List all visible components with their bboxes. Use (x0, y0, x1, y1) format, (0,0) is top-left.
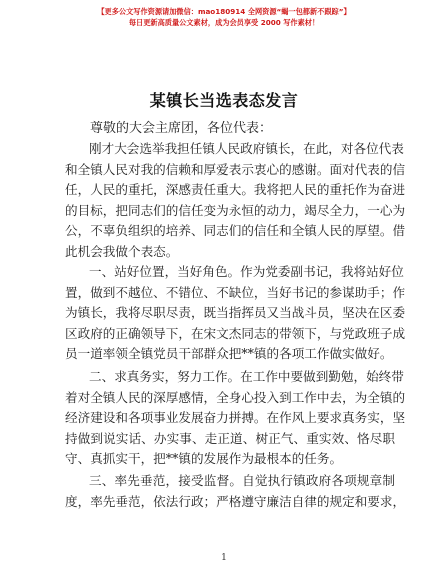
paragraph-line: 着对全镇人民的深厚感情，全身心投入到工作中去，为全镇的 (65, 389, 406, 405)
paragraph-line: 任，人民的重托，深感责任重大。我将把人民的重托作为奋进 (65, 182, 406, 197)
promo-banner-line-1: 【更多公文写作资源请加微信：mao180914 全网资源“蝎一包都新不跟踪”】 (97, 7, 351, 16)
paragraph-line: 区政府的正确领导下，在宋文杰同志的带领下，与党政班子成 (65, 325, 406, 341)
paragraph-line: 此机会我做个表态。 (65, 243, 179, 259)
paragraph-line: 经济建设和各项事业发展奋力拼搏。在作风上要求真务实，坚 (65, 410, 406, 425)
paragraph-line: 度，率先垂范，依法行政；严格遵守廉洁自律的规定和要求， (65, 493, 406, 509)
paragraph-line: 和全镇人民对我的信赖和厚爱表示衷心的感谢。面对代表的信 (65, 161, 406, 177)
paragraph-line: 三、率先垂范，接受监督。自觉执行镇政府各项规章制 (89, 473, 395, 488)
paragraph-4 (65, 471, 406, 512)
promo-banner-line-2: 每日更新高质量公文素材，成为会员享受 2000 写作素材！ (128, 18, 320, 27)
paragraph-line: 员一道率领全镇党员干部群众把**镇的各项工作做实做好。 (65, 346, 393, 361)
paragraph-line: 守、真抓实干，把**镇的发展作为最根本的任务。 (65, 451, 343, 466)
paragraph-2 (65, 262, 406, 365)
paragraph-line: 公，不辜负组织的培养、同志们的信任和全镇人民的厚望。借 (65, 223, 406, 238)
page-number: 1 (221, 553, 227, 563)
paragraph-line: 的目标，把同志们的信任变为永恒的动力，竭尽全力，一心为 (65, 202, 406, 218)
paragraph-line: 为镇长，我将尽职尽责，既当指挥员又当战斗员，坚决在区委 (65, 305, 406, 320)
paragraph-line: 刚才大会选举我担任镇人民政府镇长，在此，对各位代表 (89, 141, 404, 156)
paragraph-line: 持做到说实话、办实事、走正道、树正气、重实效、恪尽职 (65, 430, 395, 446)
paragraph-line: 置，做到不越位、不错位、不缺位，当好书记的参谋助手；作 (65, 284, 406, 300)
paragraph-3 (65, 367, 406, 470)
paragraph-line: 二、求真务实，努力工作。在工作中要做到勤勉，始终带 (89, 369, 404, 384)
promo-banner (0, 6, 448, 28)
paragraph-1 (65, 139, 406, 262)
paragraph-line: 一、站好位置，当好角色。作为党委副书记，我将站好位 (89, 264, 404, 279)
salutation: 尊敬的大会主席团，各位代表： (90, 121, 273, 136)
document-title: 某镇长当选表态发言 (149, 91, 299, 110)
